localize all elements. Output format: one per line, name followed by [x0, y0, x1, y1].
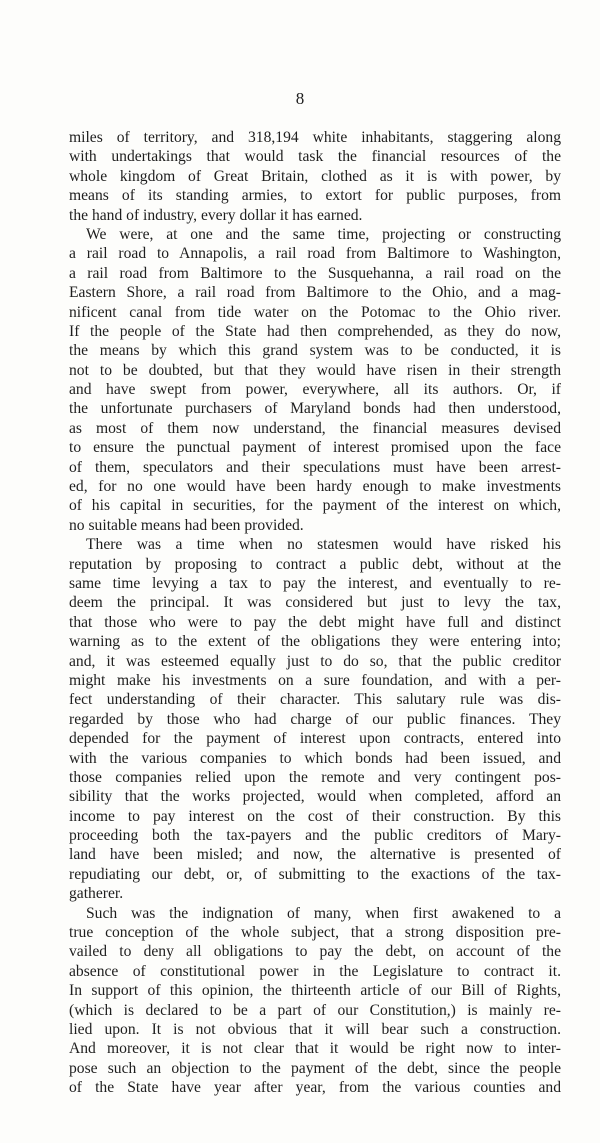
text-line: not to be doubted, but that they would have risen in their strength — [69, 361, 561, 379]
text-line: means of its standing armies, to extort for public purposes, from — [69, 187, 561, 205]
text-line: regarded by those who had charge of our public finances. They — [69, 710, 561, 728]
text-line: the hand of industry, every dollar it has earned. — [69, 206, 363, 224]
text-line: of the State have year after year, from the various counties and — [69, 1079, 561, 1097]
text-line: (which is declared to be a part of our Constitution,) is mainly re- — [69, 1001, 561, 1019]
text-line: that those who were to pay the debt might have full and distinct — [69, 613, 561, 631]
text-line: deem the principal. It was considered but just to levy the tax, — [69, 594, 561, 612]
body-text — [69, 128, 561, 1098]
text-line: same time levying a tax to pay the interest, and eventually to re- — [69, 574, 561, 592]
text-line: income to pay interest on the cost of their construction. By this — [69, 807, 561, 825]
text-line: of his capital in securities, for the payment of the interest on which, — [69, 497, 561, 515]
text-line: and have swept from power, everywhere, all its authors. Or, if — [69, 381, 561, 399]
text-line: fect understanding of their character. This salutary rule was dis- — [69, 691, 561, 709]
paragraph — [69, 225, 561, 535]
text-line: pose such an objection to the payment of the debt, since the people — [69, 1059, 561, 1077]
text-line: reputation by proposing to contract a public debt, without at the — [69, 555, 561, 573]
text-line: lied upon. It is not obvious that it will bear such a construction. — [69, 1020, 561, 1038]
text-line: those companies relied upon the remote and very contingent pos- — [69, 768, 561, 786]
page-number: 8 — [295, 89, 305, 108]
text-line: land have been misled; and now, the alternative is presented of — [69, 846, 561, 864]
text-line: a rail road to Annapolis, a rail road from Baltimore to Washington, — [69, 245, 561, 263]
text-line: and, it was esteemed equally just to do so, that the public creditor — [69, 652, 561, 670]
text-line: as most of them now understand, the financial measures devised — [69, 419, 561, 437]
text-line: There was a time when no statesmen would have risked his — [86, 536, 561, 554]
text-line: And moreover, it is not clear that it would be right now to inter- — [69, 1040, 561, 1058]
text-line: whole kingdom of Great Britain, clothed as it is with power, by — [69, 167, 561, 185]
text-line: with the various companies to which bonds had been issued, and — [69, 749, 561, 767]
text-line: absence of constitutional power in the Legislature to contract it. — [69, 962, 561, 980]
paragraph — [69, 535, 561, 903]
text-line: miles of territory, and 318,194 white inhabitants, staggering along — [69, 129, 561, 146]
text-line: In support of this opinion, the thirteenth article of our Bill of Rights, — [69, 982, 561, 1000]
text-line: no suitable means had been provided. — [69, 516, 304, 534]
text-line: vailed to deny all obligations to pay the debt, on account of the — [69, 943, 561, 961]
text-line: to ensure the punctual payment of interest promised upon the face — [69, 439, 561, 457]
text-line: nificent canal from tide water on the Potomac to the Ohio river. — [69, 303, 561, 321]
text-line: depended for the payment of interest upon contracts, entered into — [69, 730, 561, 748]
text-line: ed, for no one would have been hardy enough to make investments — [69, 478, 561, 496]
text-line: of them, speculators and their speculations must have been arrest- — [69, 458, 561, 476]
text-line: We were, at one and the same time, projecting or constructing — [86, 225, 561, 243]
text-line: the unfortunate purchasers of Maryland bonds had then understood, — [69, 400, 561, 418]
text-line: with undertakings that would task the financial resources of the — [69, 148, 561, 166]
text-line: the means by which this grand system was to be conducted, it is — [69, 342, 561, 360]
text-line: proceeding both the tax-payers and the public creditors of Mary- — [69, 827, 561, 845]
text-line: a rail road from Baltimore to the Susquehanna, a rail road on the — [69, 264, 561, 282]
paragraph — [69, 904, 561, 1098]
text-line: warning as to the extent of the obligations they were entering into; — [69, 633, 561, 651]
text-line: might make his investments on a sure foundation, and with a per- — [69, 671, 561, 689]
text-line: sibility that the works projected, would when completed, afford an — [69, 788, 561, 806]
text-line: Eastern Shore, a rail road from Baltimore to the Ohio, and a mag- — [69, 284, 561, 302]
text-line: repudiating our debt, or, of submitting to the exactions of the tax- — [69, 865, 561, 883]
paragraph — [69, 128, 561, 225]
text-line: gatherer. — [69, 885, 124, 903]
text-line: true conception of the whole subject, that a strong disposition pre- — [69, 924, 561, 942]
text-line: If the people of the State had then comprehended, as they do now, — [69, 322, 561, 340]
text-line: Such was the indignation of many, when first awakened to a — [86, 904, 561, 922]
